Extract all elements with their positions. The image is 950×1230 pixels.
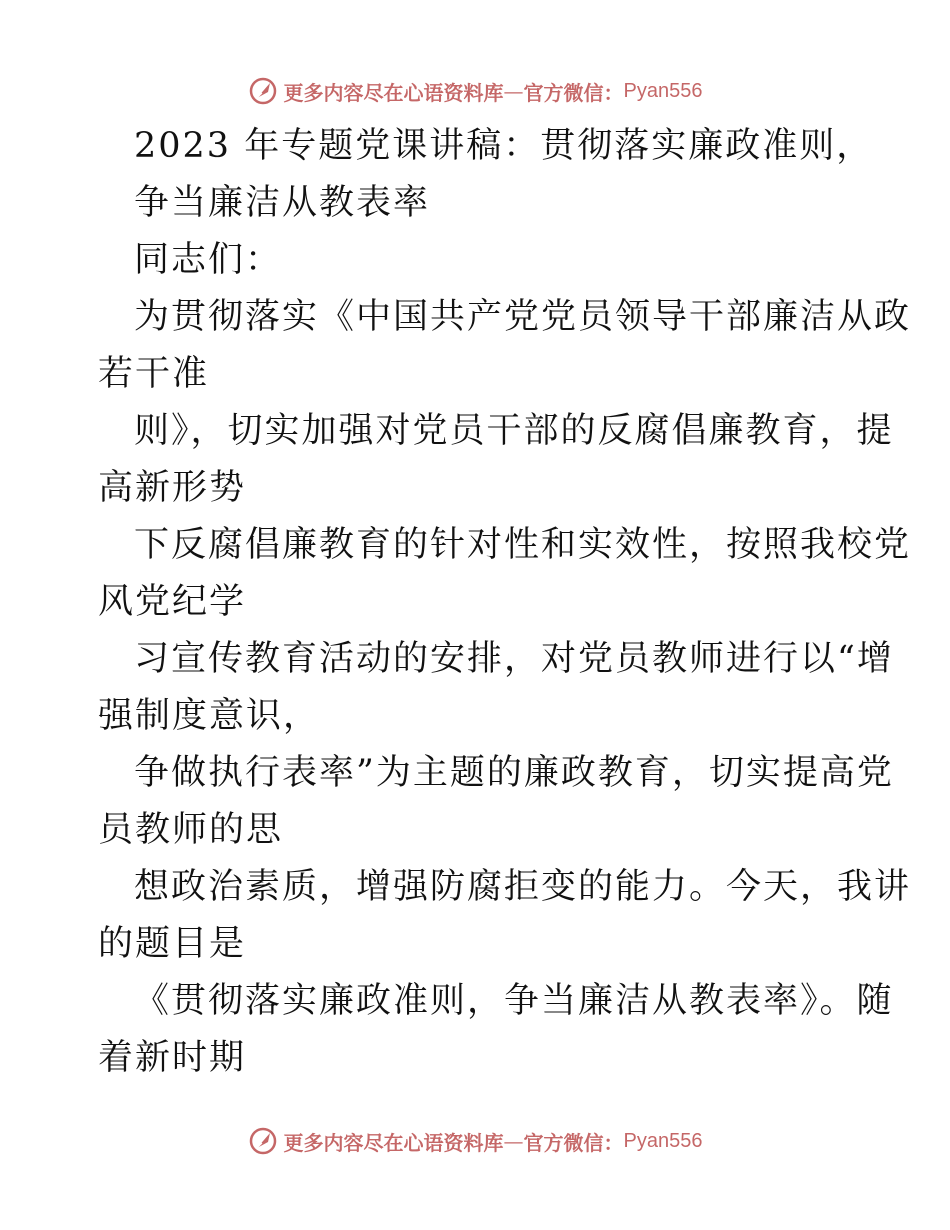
- doc-text-line: 风党纪学: [98, 582, 247, 622]
- doc-text-line: 争做执行表率”为主题的廉政教育，切实提高党: [134, 753, 894, 793]
- header-watermark: [0, 71, 950, 111]
- doc-salutation: 同志们：: [134, 240, 283, 280]
- document-body: [98, 118, 912, 1087]
- doc-text-line: 员教师的思: [98, 810, 284, 850]
- watermark-dash: —: [503, 79, 524, 103]
- watermark-dash: —: [503, 1129, 524, 1153]
- doc-text-line: 为贯彻落实《中国共产党党员领导干部廉洁从政: [134, 297, 912, 337]
- doc-text-line: 想政治素质，增强防腐拒变的能力。今天，我讲: [134, 867, 912, 907]
- watermark-wechat-id: Pyan556: [623, 79, 703, 102]
- watermark-wechat-label: 官方微信：: [523, 80, 624, 105]
- watermark-text: 更多内容尽在心语资料库: [283, 80, 504, 105]
- doc-text-line: 强制度意识，: [98, 696, 321, 736]
- doc-text-line: 习宣传教育活动的安排，对党员教师进行以“增: [134, 639, 894, 679]
- watermark-text: 更多内容尽在心语资料库: [283, 1130, 504, 1155]
- doc-text-line: 若干准: [98, 354, 210, 394]
- doc-text-line: 着新时期: [98, 1038, 247, 1078]
- quill-circle-icon: [248, 1126, 278, 1156]
- doc-text-line: 的题目是: [98, 924, 247, 964]
- doc-text-line: 高新形势: [98, 468, 247, 508]
- doc-text-line: 下反腐倡廉教育的针对性和实效性，按照我校党: [134, 525, 912, 565]
- watermark-wechat-label: 官方微信：: [523, 1130, 624, 1155]
- watermark-wechat-id: Pyan556: [623, 1129, 703, 1152]
- doc-text-line: 则》，切实加强对党员干部的反腐倡廉教育，提: [134, 411, 894, 451]
- quill-circle-icon: [248, 76, 278, 106]
- doc-title-line-2: 争当廉洁从教表率: [134, 183, 431, 223]
- doc-title-line-1: 2023 年专题党课讲稿：贯彻落实廉政准则，: [134, 126, 874, 166]
- doc-text-line: 《贯彻落实廉政准则，争当廉洁从教表率》。随: [134, 981, 894, 1021]
- footer-watermark: [0, 1121, 950, 1161]
